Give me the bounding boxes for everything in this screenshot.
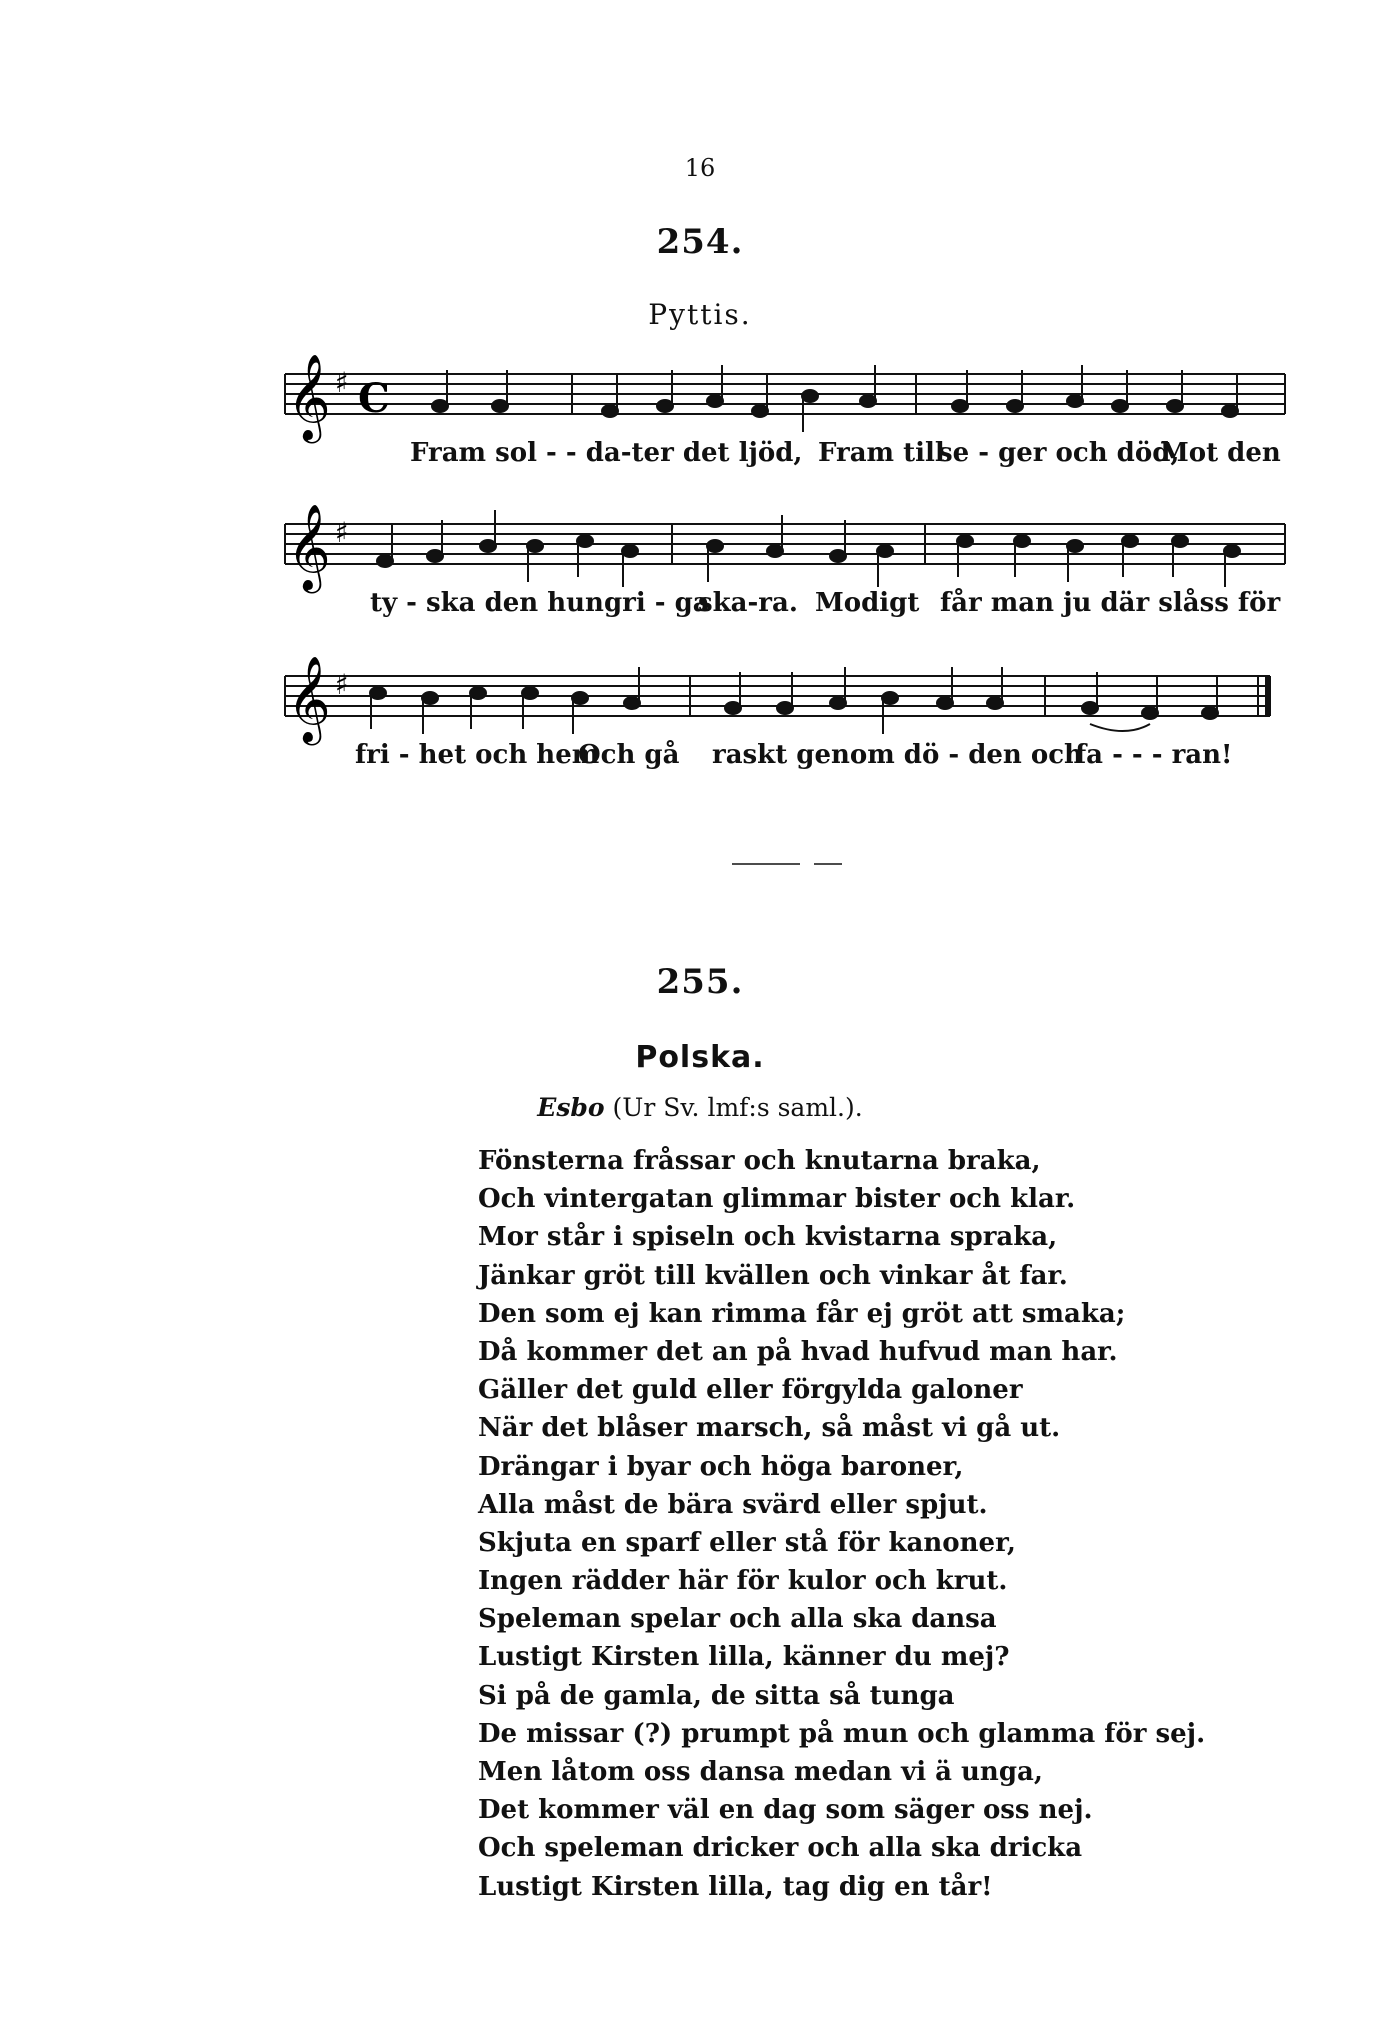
lyric-1-3: se - ger och död, <box>938 438 1180 468</box>
lyric-2-3: Modigt <box>815 588 920 618</box>
source-place: Esbo <box>537 1093 605 1122</box>
poem-line: Och speleman dricker och alla ska dricka <box>478 1833 1083 1864</box>
song-number-254: 254. <box>656 222 744 262</box>
sharp-icon: ♯ <box>335 516 349 549</box>
lyric-3-1: fri - het och hem <box>355 740 600 770</box>
lyric-1-4: Mot den <box>1160 438 1281 468</box>
lyric-1-1: Fram sol - - da-ter det ljöd, <box>410 438 803 468</box>
common-time-icon: C <box>358 375 390 422</box>
poem-line: Skjuta en sparf eller stå för kanoner, <box>478 1527 1016 1558</box>
lyric-1-2: Fram till <box>818 438 945 468</box>
poem-line: Lustigt Kirsten lilla, känner du mej? <box>478 1642 1010 1673</box>
poem-line: Gäller det guld eller förgylda galoner <box>478 1375 1023 1406</box>
poem-line: Speleman spelar och alla ska dansa <box>478 1604 997 1635</box>
poem-line: Den som ej kan rimma får ej gröt att smaka; <box>478 1298 1126 1329</box>
lyric-3-4: fa - - - ran! <box>1075 740 1233 770</box>
poem-line: Alla måst de bära svärd eller spjut. <box>478 1489 988 1520</box>
lyric-3-2: Och gå <box>578 740 680 770</box>
treble-clef-icon: 𝄞 <box>287 656 331 742</box>
section-divider <box>0 852 1400 876</box>
poem-line: Mor står i spiseln och kvistarna spraka, <box>478 1222 1058 1253</box>
poem-line: Och vintergatan glimmar bister och klar. <box>478 1184 1076 1215</box>
poem-line: När det blåser marsch, så måst vi gå ut. <box>478 1413 1061 1444</box>
song-source <box>0 1093 1400 1122</box>
lyric-3-3: raskt genom dö - den och <box>712 740 1083 770</box>
poem-line: Men låtom oss dansa medan vi ä unga, <box>478 1757 1043 1787</box>
song-number-255: 255. <box>656 962 744 1002</box>
page-number: 16 <box>684 154 716 182</box>
poem-text <box>478 1142 1205 1906</box>
poem-line: Ingen rädder här för kulor och krut. <box>478 1566 1008 1597</box>
poem-line: Då kommer det an på hvad hufvud man har. <box>478 1336 1118 1367</box>
poem-line: De missar (?) prumpt på mun och glamma för sej. <box>478 1718 1206 1749</box>
lyric-2-1: ty - ska den hungri - ga <box>370 588 710 618</box>
treble-clef-icon: 𝄞 <box>287 504 331 590</box>
lyric-2-4: får man ju där slåss för <box>940 588 1281 618</box>
source-note: (Ur Sv. lmf:s saml.). <box>612 1093 863 1122</box>
sharp-icon: ♯ <box>335 366 349 399</box>
poem-line: Si på de gamla, de sitta så tunga <box>478 1680 955 1711</box>
treble-clef-icon: 𝄞 <box>287 354 331 440</box>
song-title-255: Polska. <box>635 1040 765 1075</box>
poem-line: Det kommer väl en dag som säger oss nej. <box>478 1795 1093 1826</box>
poem-line: Drängar i byar och höga baroner, <box>478 1451 964 1482</box>
poem-line: Lustigt Kirsten lilla, tag dig en tår! <box>478 1871 993 1902</box>
sharp-icon: ♯ <box>335 668 349 701</box>
poem-line: Fönsterna fråssar och knutarna braka, <box>478 1146 1041 1176</box>
poem-line: Jänkar gröt till kvällen och vinkar åt far. <box>478 1260 1068 1291</box>
lyric-2-2: ska-ra. <box>698 588 798 618</box>
song-title-254: Pyttis. <box>648 298 752 331</box>
